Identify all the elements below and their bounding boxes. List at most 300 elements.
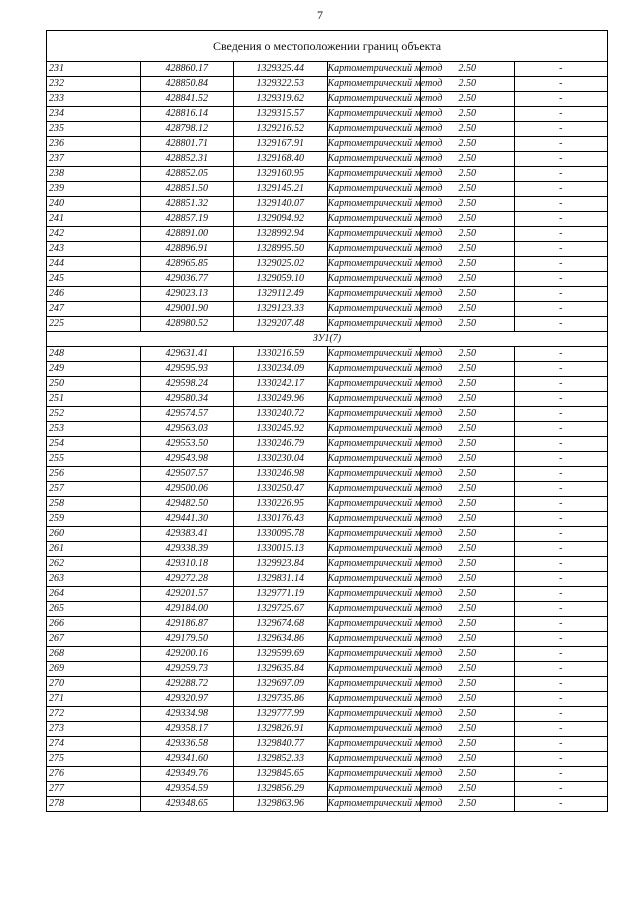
point-number-cell: 272 — [47, 707, 141, 722]
y-coordinate-cell: 1330245.92 — [234, 422, 328, 437]
x-coordinate-cell: 429338.39 — [140, 542, 234, 557]
table-row — [47, 122, 608, 137]
description-cell: - — [514, 392, 608, 407]
method-cell: Картометрический метод — [327, 122, 421, 137]
point-number-cell: 276 — [47, 767, 141, 782]
y-coordinate-cell: 1329735.86 — [234, 692, 328, 707]
description-cell: - — [514, 437, 608, 452]
x-coordinate-cell: 429186.87 — [140, 617, 234, 632]
boundary-coordinates-table — [46, 30, 608, 812]
point-number-cell: 247 — [47, 302, 141, 317]
x-coordinate-cell: 429563.03 — [140, 422, 234, 437]
description-cell: - — [514, 692, 608, 707]
table-row — [47, 752, 608, 767]
x-coordinate-cell: 428801.71 — [140, 137, 234, 152]
table-row — [47, 392, 608, 407]
method-cell: Картометрический метод — [327, 602, 421, 617]
table-row — [47, 677, 608, 692]
point-number-cell: 278 — [47, 797, 141, 812]
method-cell: Картометрический метод — [327, 527, 421, 542]
description-cell: - — [514, 482, 608, 497]
point-number-cell: 271 — [47, 692, 141, 707]
point-number-cell: 235 — [47, 122, 141, 137]
description-cell: - — [514, 407, 608, 422]
y-coordinate-cell: 1330226.95 — [234, 497, 328, 512]
accuracy-cell: 2.50 — [421, 692, 515, 707]
method-cell: Картометрический метод — [327, 617, 421, 632]
table-row — [47, 182, 608, 197]
method-cell: Картометрический метод — [327, 182, 421, 197]
description-cell: - — [514, 542, 608, 557]
accuracy-cell: 2.50 — [421, 662, 515, 677]
method-cell: Картометрический метод — [327, 257, 421, 272]
accuracy-cell: 2.50 — [421, 467, 515, 482]
point-number-cell: 246 — [47, 287, 141, 302]
description-cell: - — [514, 497, 608, 512]
x-coordinate-cell: 429201.57 — [140, 587, 234, 602]
point-number-cell: 234 — [47, 107, 141, 122]
point-number-cell: 238 — [47, 167, 141, 182]
x-coordinate-cell: 429272.28 — [140, 572, 234, 587]
method-cell: Картометрический метод — [327, 227, 421, 242]
x-coordinate-cell: 429595.93 — [140, 362, 234, 377]
y-coordinate-cell: 1329145.21 — [234, 182, 328, 197]
x-coordinate-cell: 429341.60 — [140, 752, 234, 767]
accuracy-cell: 2.50 — [421, 122, 515, 137]
x-coordinate-cell: 428891.00 — [140, 227, 234, 242]
accuracy-cell: 2.50 — [421, 407, 515, 422]
accuracy-cell: 2.50 — [421, 737, 515, 752]
x-coordinate-cell: 429179.50 — [140, 632, 234, 647]
description-cell: - — [514, 737, 608, 752]
y-coordinate-cell: 1329140.07 — [234, 197, 328, 212]
method-cell: Картометрический метод — [327, 707, 421, 722]
description-cell: - — [514, 797, 608, 812]
y-coordinate-cell: 1329826.91 — [234, 722, 328, 737]
y-coordinate-cell: 1330230.04 — [234, 452, 328, 467]
method-cell: Картометрический метод — [327, 647, 421, 662]
y-coordinate-cell: 1329315.57 — [234, 107, 328, 122]
description-cell: - — [514, 317, 608, 332]
table-row — [47, 317, 608, 332]
point-number-cell: 249 — [47, 362, 141, 377]
accuracy-cell: 2.50 — [421, 422, 515, 437]
x-coordinate-cell: 428965.85 — [140, 257, 234, 272]
table-row — [47, 242, 608, 257]
table-row — [47, 362, 608, 377]
table-row — [47, 737, 608, 752]
y-coordinate-cell: 1330216.59 — [234, 347, 328, 362]
table-row — [47, 422, 608, 437]
y-coordinate-cell: 1329123.33 — [234, 302, 328, 317]
point-number-cell: 239 — [47, 182, 141, 197]
x-coordinate-cell: 429383.41 — [140, 527, 234, 542]
table-row — [47, 647, 608, 662]
accuracy-cell: 2.50 — [421, 77, 515, 92]
y-coordinate-cell: 1329635.84 — [234, 662, 328, 677]
description-cell: - — [514, 167, 608, 182]
y-coordinate-cell: 1328992.94 — [234, 227, 328, 242]
y-coordinate-cell: 1330250.47 — [234, 482, 328, 497]
description-cell: - — [514, 422, 608, 437]
method-cell: Картометрический метод — [327, 797, 421, 812]
accuracy-cell: 2.50 — [421, 617, 515, 632]
table-row — [47, 572, 608, 587]
accuracy-cell: 2.50 — [421, 707, 515, 722]
x-coordinate-cell: 429631.41 — [140, 347, 234, 362]
point-number-cell: 268 — [47, 647, 141, 662]
y-coordinate-cell: 1330246.98 — [234, 467, 328, 482]
y-coordinate-cell: 1329697.09 — [234, 677, 328, 692]
accuracy-cell: 2.50 — [421, 587, 515, 602]
page-number: 7 — [317, 8, 323, 22]
accuracy-cell: 2.50 — [421, 62, 515, 77]
table-row — [47, 377, 608, 392]
description-cell: - — [514, 602, 608, 617]
accuracy-cell: 2.50 — [421, 107, 515, 122]
y-coordinate-cell: 1329845.65 — [234, 767, 328, 782]
y-coordinate-cell: 1329168.40 — [234, 152, 328, 167]
x-coordinate-cell: 429441.30 — [140, 512, 234, 527]
x-coordinate-cell: 429288.72 — [140, 677, 234, 692]
method-cell: Картометрический метод — [327, 782, 421, 797]
y-coordinate-cell: 1329112.49 — [234, 287, 328, 302]
table-row — [47, 167, 608, 182]
x-coordinate-cell: 429023.13 — [140, 287, 234, 302]
accuracy-cell: 2.50 — [421, 377, 515, 392]
accuracy-cell: 2.50 — [421, 347, 515, 362]
description-cell: - — [514, 212, 608, 227]
point-number-cell: 260 — [47, 527, 141, 542]
point-number-cell: 261 — [47, 542, 141, 557]
accuracy-cell: 2.50 — [421, 797, 515, 812]
x-coordinate-cell: 428841.52 — [140, 92, 234, 107]
accuracy-cell: 2.50 — [421, 632, 515, 647]
method-cell: Картометрический метод — [327, 722, 421, 737]
accuracy-cell: 2.50 — [421, 452, 515, 467]
y-coordinate-cell: 1329059.10 — [234, 272, 328, 287]
point-number-cell: 263 — [47, 572, 141, 587]
point-number-cell: 265 — [47, 602, 141, 617]
method-cell: Картометрический метод — [327, 662, 421, 677]
method-cell: Картометрический метод — [327, 137, 421, 152]
y-coordinate-cell: 1329216.52 — [234, 122, 328, 137]
y-coordinate-cell: 1329831.14 — [234, 572, 328, 587]
method-cell: Картометрический метод — [327, 677, 421, 692]
point-number-cell: 231 — [47, 62, 141, 77]
point-number-cell: 275 — [47, 752, 141, 767]
x-coordinate-cell: 429310.18 — [140, 557, 234, 572]
method-cell: Картометрический метод — [327, 392, 421, 407]
point-number-cell: 258 — [47, 497, 141, 512]
accuracy-cell: 2.50 — [421, 512, 515, 527]
table-row — [47, 602, 608, 617]
y-coordinate-cell: 1329207.48 — [234, 317, 328, 332]
y-coordinate-cell: 1329325.44 — [234, 62, 328, 77]
x-coordinate-cell: 429336.58 — [140, 737, 234, 752]
table-row — [47, 527, 608, 542]
method-cell: Картометрический метод — [327, 767, 421, 782]
description-cell: - — [514, 347, 608, 362]
point-number-cell: 259 — [47, 512, 141, 527]
description-cell: - — [514, 377, 608, 392]
x-coordinate-cell: 429334.98 — [140, 707, 234, 722]
table-row — [47, 77, 608, 92]
description-cell: - — [514, 302, 608, 317]
description-cell: - — [514, 557, 608, 572]
table-row — [47, 257, 608, 272]
table-header-row — [47, 31, 608, 62]
method-cell: Картометрический метод — [327, 437, 421, 452]
table-row — [47, 212, 608, 227]
method-cell: Картометрический метод — [327, 692, 421, 707]
point-number-cell: 266 — [47, 617, 141, 632]
method-cell: Картометрический метод — [327, 482, 421, 497]
description-cell: - — [514, 617, 608, 632]
accuracy-cell: 2.50 — [421, 272, 515, 287]
table-row — [47, 722, 608, 737]
y-coordinate-cell: 1329634.86 — [234, 632, 328, 647]
description-cell: - — [514, 527, 608, 542]
y-coordinate-cell: 1329840.77 — [234, 737, 328, 752]
accuracy-cell: 2.50 — [421, 392, 515, 407]
method-cell: Картометрический метод — [327, 452, 421, 467]
table-row — [47, 107, 608, 122]
point-number-cell: 274 — [47, 737, 141, 752]
accuracy-cell: 2.50 — [421, 482, 515, 497]
table-row — [47, 557, 608, 572]
description-cell: - — [514, 227, 608, 242]
method-cell: Картометрический метод — [327, 92, 421, 107]
x-coordinate-cell: 429001.90 — [140, 302, 234, 317]
x-coordinate-cell: 429200.16 — [140, 647, 234, 662]
x-coordinate-cell: 428851.32 — [140, 197, 234, 212]
table-row — [47, 662, 608, 677]
table-row — [47, 782, 608, 797]
table-row — [47, 437, 608, 452]
method-cell: Картометрический метод — [327, 77, 421, 92]
accuracy-cell: 2.50 — [421, 542, 515, 557]
x-coordinate-cell: 429482.50 — [140, 497, 234, 512]
x-coordinate-cell: 428852.05 — [140, 167, 234, 182]
x-coordinate-cell: 429358.17 — [140, 722, 234, 737]
method-cell: Картометрический метод — [327, 377, 421, 392]
method-cell: Картометрический метод — [327, 542, 421, 557]
x-coordinate-cell: 428857.19 — [140, 212, 234, 227]
accuracy-cell: 2.50 — [421, 752, 515, 767]
point-number-cell: 255 — [47, 452, 141, 467]
method-cell: Картометрический метод — [327, 212, 421, 227]
accuracy-cell: 2.50 — [421, 677, 515, 692]
point-number-cell: 256 — [47, 467, 141, 482]
accuracy-cell: 2.50 — [421, 137, 515, 152]
y-coordinate-cell: 1329923.84 — [234, 557, 328, 572]
method-cell: Картометрический метод — [327, 422, 421, 437]
table-row — [47, 707, 608, 722]
description-cell: - — [514, 287, 608, 302]
description-cell: - — [514, 782, 608, 797]
accuracy-cell: 2.50 — [421, 287, 515, 302]
method-cell: Картометрический метод — [327, 752, 421, 767]
x-coordinate-cell: 429354.59 — [140, 782, 234, 797]
description-cell: - — [514, 452, 608, 467]
table-row — [47, 512, 608, 527]
method-cell: Картометрический метод — [327, 362, 421, 377]
y-coordinate-cell: 1329160.95 — [234, 167, 328, 182]
table-row — [47, 302, 608, 317]
accuracy-cell: 2.50 — [421, 317, 515, 332]
description-cell: - — [514, 152, 608, 167]
point-number-cell: 277 — [47, 782, 141, 797]
table-row — [47, 62, 608, 77]
description-cell: - — [514, 257, 608, 272]
y-coordinate-cell: 1329725.67 — [234, 602, 328, 617]
x-coordinate-cell: 429320.97 — [140, 692, 234, 707]
method-cell: Картометрический метод — [327, 737, 421, 752]
point-number-cell: 233 — [47, 92, 141, 107]
description-cell: - — [514, 632, 608, 647]
accuracy-cell: 2.50 — [421, 527, 515, 542]
y-coordinate-cell: 1329771.19 — [234, 587, 328, 602]
y-coordinate-cell: 1330249.96 — [234, 392, 328, 407]
point-number-cell: 254 — [47, 437, 141, 452]
x-coordinate-cell: 429553.50 — [140, 437, 234, 452]
x-coordinate-cell: 429259.73 — [140, 662, 234, 677]
y-coordinate-cell: 1329167.91 — [234, 137, 328, 152]
method-cell: Картометрический метод — [327, 317, 421, 332]
x-coordinate-cell: 429184.00 — [140, 602, 234, 617]
point-number-cell: 273 — [47, 722, 141, 737]
y-coordinate-cell: 1330176.43 — [234, 512, 328, 527]
table-title: Сведения о местоположении границ объекта — [47, 31, 608, 62]
point-number-cell: 245 — [47, 272, 141, 287]
accuracy-cell: 2.50 — [421, 257, 515, 272]
y-coordinate-cell: 1330246.79 — [234, 437, 328, 452]
table-row — [47, 617, 608, 632]
point-number-cell: 250 — [47, 377, 141, 392]
description-cell: - — [514, 77, 608, 92]
method-cell: Картометрический метод — [327, 272, 421, 287]
y-coordinate-cell: 1330095.78 — [234, 527, 328, 542]
y-coordinate-cell: 1330240.72 — [234, 407, 328, 422]
method-cell: Картометрический метод — [327, 572, 421, 587]
accuracy-cell: 2.50 — [421, 197, 515, 212]
method-cell: Картометрический метод — [327, 152, 421, 167]
x-coordinate-cell: 429598.24 — [140, 377, 234, 392]
description-cell: - — [514, 767, 608, 782]
method-cell: Картометрический метод — [327, 467, 421, 482]
method-cell: Картометрический метод — [327, 512, 421, 527]
accuracy-cell: 2.50 — [421, 557, 515, 572]
table-row — [47, 227, 608, 242]
table-row — [47, 587, 608, 602]
table-row — [47, 797, 608, 812]
y-coordinate-cell: 1329856.29 — [234, 782, 328, 797]
accuracy-cell: 2.50 — [421, 767, 515, 782]
description-cell: - — [514, 467, 608, 482]
table-row — [47, 467, 608, 482]
description-cell: - — [514, 677, 608, 692]
description-cell: - — [514, 62, 608, 77]
point-number-cell: 269 — [47, 662, 141, 677]
point-number-cell: 262 — [47, 557, 141, 572]
method-cell: Картометрический метод — [327, 632, 421, 647]
method-cell: Картометрический метод — [327, 302, 421, 317]
x-coordinate-cell: 429036.77 — [140, 272, 234, 287]
point-number-cell: 257 — [47, 482, 141, 497]
y-coordinate-cell: 1329777.99 — [234, 707, 328, 722]
description-cell: - — [514, 662, 608, 677]
x-coordinate-cell: 428851.50 — [140, 182, 234, 197]
x-coordinate-cell: 429507.57 — [140, 467, 234, 482]
description-cell: - — [514, 122, 608, 137]
point-number-cell: 253 — [47, 422, 141, 437]
x-coordinate-cell: 429574.57 — [140, 407, 234, 422]
x-coordinate-cell: 428852.31 — [140, 152, 234, 167]
point-number-cell: 237 — [47, 152, 141, 167]
accuracy-cell: 2.50 — [421, 647, 515, 662]
accuracy-cell: 2.50 — [421, 497, 515, 512]
method-cell: Картометрический метод — [327, 497, 421, 512]
y-coordinate-cell: 1329322.53 — [234, 77, 328, 92]
accuracy-cell: 2.50 — [421, 782, 515, 797]
table-row — [47, 482, 608, 497]
description-cell: - — [514, 707, 608, 722]
table-row — [47, 137, 608, 152]
method-cell: Картометрический метод — [327, 242, 421, 257]
accuracy-cell: 2.50 — [421, 722, 515, 737]
y-coordinate-cell: 1329094.92 — [234, 212, 328, 227]
table-row — [47, 197, 608, 212]
point-number-cell: 242 — [47, 227, 141, 242]
y-coordinate-cell: 1329863.96 — [234, 797, 328, 812]
table-row — [47, 767, 608, 782]
method-cell: Картометрический метод — [327, 62, 421, 77]
method-cell: Картометрический метод — [327, 407, 421, 422]
accuracy-cell: 2.50 — [421, 92, 515, 107]
accuracy-cell: 2.50 — [421, 212, 515, 227]
x-coordinate-cell: 429580.34 — [140, 392, 234, 407]
table-row — [47, 497, 608, 512]
point-number-cell: 243 — [47, 242, 141, 257]
y-coordinate-cell: 1329319.62 — [234, 92, 328, 107]
x-coordinate-cell: 428980.52 — [140, 317, 234, 332]
method-cell: Картометрический метод — [327, 557, 421, 572]
description-cell: - — [514, 182, 608, 197]
x-coordinate-cell: 429348.65 — [140, 797, 234, 812]
description-cell: - — [514, 137, 608, 152]
point-number-cell: 264 — [47, 587, 141, 602]
accuracy-cell: 2.50 — [421, 242, 515, 257]
y-coordinate-cell: 1329674.68 — [234, 617, 328, 632]
x-coordinate-cell: 429500.06 — [140, 482, 234, 497]
y-coordinate-cell: 1328995.50 — [234, 242, 328, 257]
table-row — [47, 692, 608, 707]
x-coordinate-cell: 428816.14 — [140, 107, 234, 122]
point-number-cell: 251 — [47, 392, 141, 407]
point-number-cell: 225 — [47, 317, 141, 332]
point-number-cell: 236 — [47, 137, 141, 152]
point-number-cell: 240 — [47, 197, 141, 212]
x-coordinate-cell: 428850.84 — [140, 77, 234, 92]
x-coordinate-cell: 429543.98 — [140, 452, 234, 467]
description-cell: - — [514, 572, 608, 587]
point-number-cell: 270 — [47, 677, 141, 692]
y-coordinate-cell: 1330242.17 — [234, 377, 328, 392]
accuracy-cell: 2.50 — [421, 302, 515, 317]
table-row — [47, 92, 608, 107]
table-row — [47, 287, 608, 302]
